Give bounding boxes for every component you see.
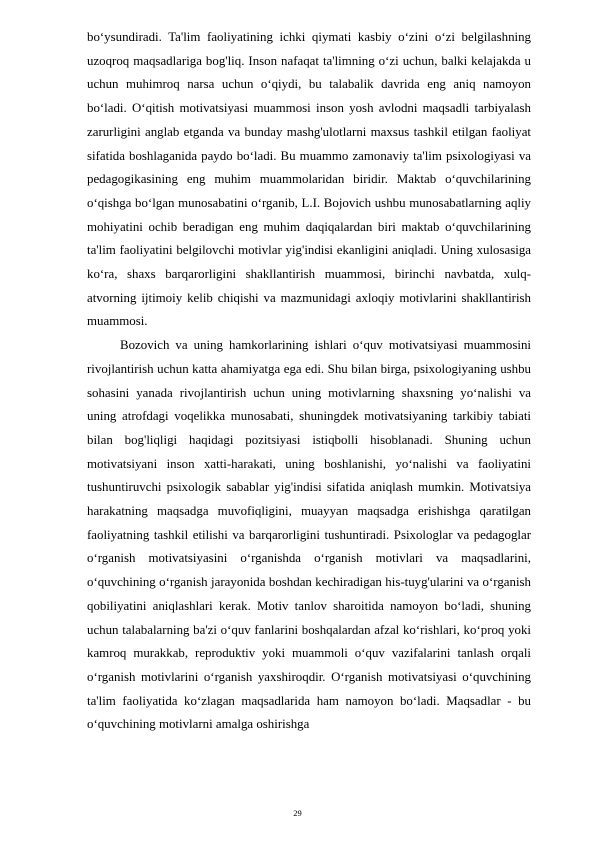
paragraph-1: bo‘ysundiradi. Ta'lim faoliyatining ichki qiymati kasbiy o‘zini o‘zi belgilashning uzoqroq maqsadlariga bog'liq. Inson nafaqat ta'limning o‘zi uchun, balki kelajakda u uchun muhimroq narsa uchun o‘qiydi, bu talabalik davrida eng aniq namoyon bo‘ladi. O‘qitish motivatsiyasi muammosi inson yosh avlodni maqsadli tarbiyalash zarurligini anglab etganda va bunday mashg'ulotlarni maxsus tashkil etilgan faoliyat sifatida boshlaganida paydo bo‘ladi. Bu muammo zamonaviy ta'lim psixologiyasi va pedagogikasining eng muhim muammolaridan biridir. Maktab o‘quvchilarining o‘qishga bo‘lgan munosabatini o‘rganib, L.I. Bojovich ushbu munosabatlarning aqliy mohiyatini ochib beradigan eng muhim daqiqalardan biri maktab o‘quvchilarining ta'lim faoliyatini belgilovchi motivlar yig'indisi ekanligini aniqladi. Uning xulosasiga ko‘ra, shaxs barqarorligini shakllantirish muammosi, birinchi navbatda, xulq-atvorning ijtimoiy kelib chiqishi va mazmunidagi axloqiy motivlarini shakllantirish muammosi. <box>87 30 531 329</box>
body-text <box>87 26 531 737</box>
paragraph-2: Bozovich va uning hamkorlarining ishlari o‘quv motivatsiyasi muammosini rivojlantirish uchun katta ahamiyatga ega edi. Shu bilan birga, psixologiyaning ushbu sohasini yanada rivojlantirish uchun uning motivlarning shaxsning yo‘nalishi va uning atrofdagi voqelikka munosabati, shuningdek motivatsiyaning tarkibiy tabiati bilan bog'liqligi haqidagi pozitsiyasi istiqbolli hisoblanadi. Shuning uchun motivatsiyani inson xatti-harakati, uning boshlanishi, yo‘nalishi va faoliyatini tushuntiruvchi psixologik sabablar yig'indisi sifatida aniqlash mumkin. Motivatsiya harakatning maqsadga muvofiqligini, muayyan maqsadga erishishga qaratilgan faoliyatning tashkil etilishi va barqarorligini tushuntiradi. Psixologlar va pedagoglar o‘rganish motivatsiyasini o‘rganishda o‘rganish motivlari va maqsadlarini, o‘quvchining o‘rganish jarayonida boshdan kechiradigan his-tuyg'ularini va o‘rganish qobiliyatini aniqlashlari kerak. Motiv tanlov sharoitida namoyon bo‘ladi, shuning uchun talabalarning ba'zi o‘quv fanlarini boshqalardan afzal ko‘rishlari, ko‘proq yoki kamroq murakkab, reproduktiv yoki muammoli o‘quv vazifalarini tanlash orqali o‘rganish motivlarini o‘rganish yaxshiroqdir. O‘rganish motivatsiyasi o‘quvchining ta'lim faoliyatida ko‘zlagan maqsadlarida ham namoyon bo‘ladi. Maqsadlar - bu o‘quvchining motivlarni amalga oshirishga <box>87 338 531 732</box>
page-number: 29 <box>293 808 302 818</box>
